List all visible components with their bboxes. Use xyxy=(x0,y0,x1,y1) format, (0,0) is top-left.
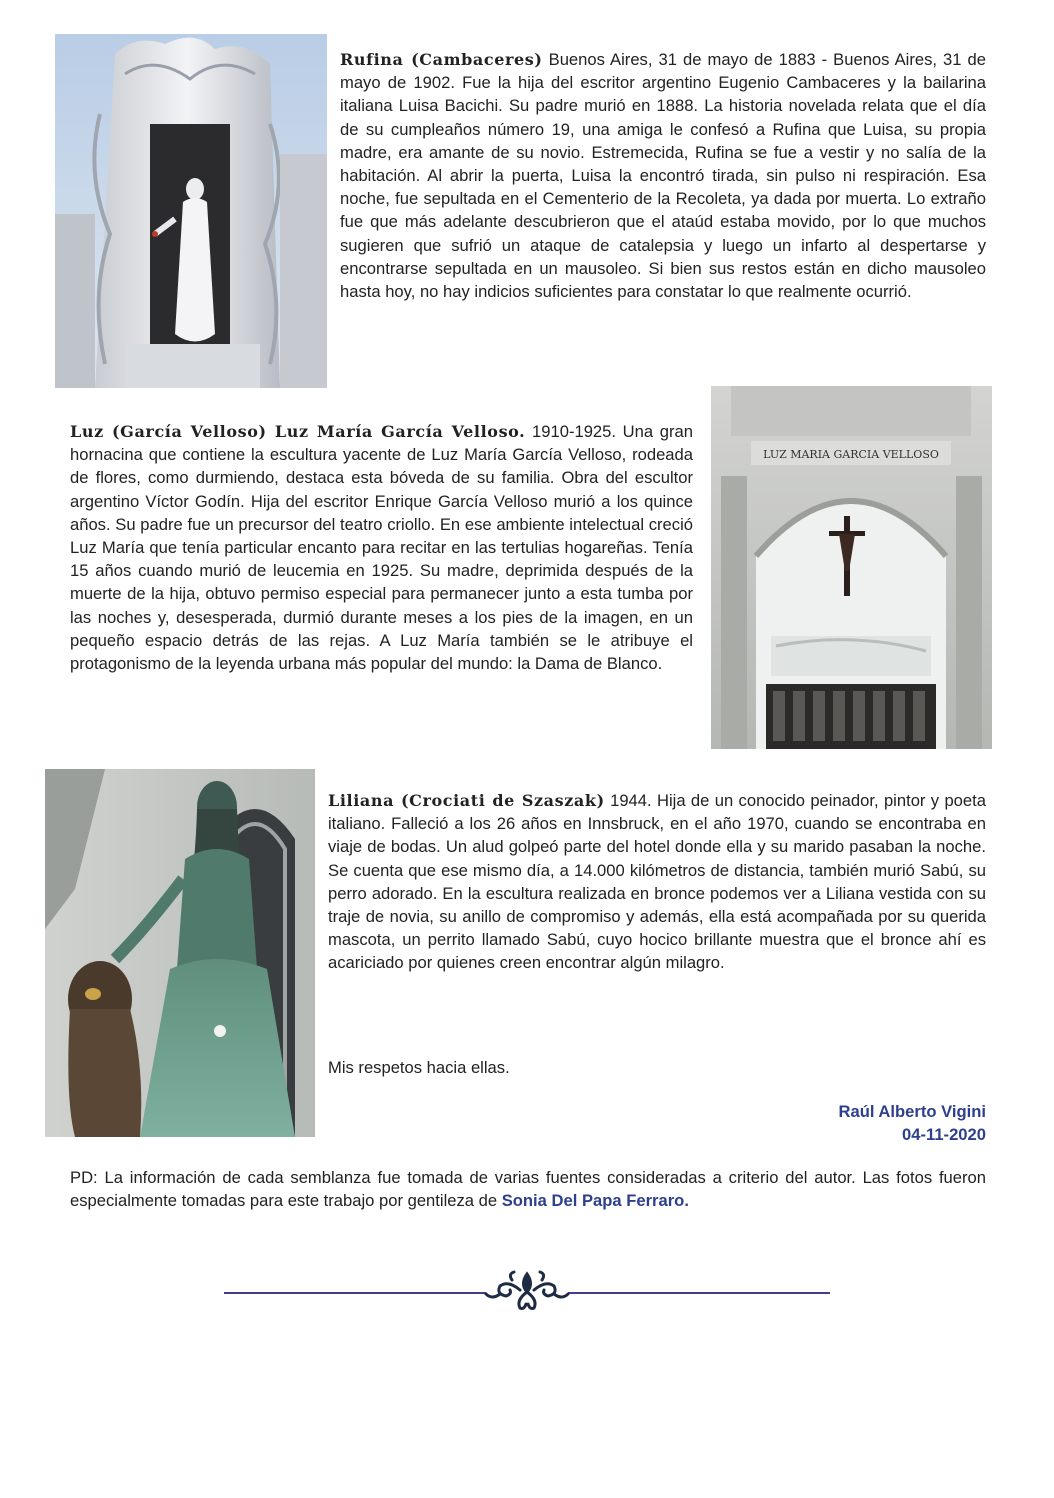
rufina-mausoleum-photo xyxy=(55,34,327,388)
signature-block xyxy=(838,1100,986,1146)
liliana-text: 1944. Hija de un conocido peinador, pintor y poeta italiano. Falleció a los 26 años en Innsbruck, en el año 1970, cuando se encontraba en viaje de bodas. Un alud golpeó parte del hotel donde ella y su marido pasaban la noche. Se cuenta que ese mismo día, a 14.000 kilómetros de distancia, también murió Sabú, su perro adorado. En la escultura realizada en bronce podemos ver a Liliana vestida con su traje de novia, su anillo de compromiso y además, ella está acompañada por su querida mascota, un perrito llamado Sabú, cuyo hocico brillante muestra que el bronce ahí es acariciado por quienes creen encontrar algún milagro. xyxy=(328,791,986,973)
photo-credit: Sonia Del Papa Ferraro. xyxy=(501,1191,689,1211)
luz-text: 1910-1925. Una gran hornacina que contiene la escultura yacente de Luz María García Velloso, rodeada de flores, como durmiendo, destaca esta bóveda de su familia. Obra del escultor argentino Víctor Godín. Hija del escritor Enrique García Velloso murió a los quince años. Su padre fue un precursor del teatro criollo. En ese ambiente intelectual creció Luz María que tenía particular encanto para recitar en las tertulias hogareñas. Tenía 15 años cuando murió de leucemia en 1925. Su madre, deprimida después de la muerte de la hija, obtuvo permiso especial para permanecer junto a esta tumba por las noches y, desesperada, durmió durante meses a los pies de la imagen, en un pequeño espacio detrás de las rejas. A Luz María también se le atribuye el protagonismo de la leyenda urbana más popular del mundo: la Dama de Blanco. xyxy=(70,422,694,674)
closing-remark: Mis respetos hacia ellas. xyxy=(328,1058,510,1077)
rufina-text: Buenos Aires, 31 de mayo de 1883 - Buenos Aires, 31 de mayo de 1902. Fue la hija del escritor argentino Eugenio Cambaceres y la bailarina italiana Luisa Bacichi. Su padre murió en 1888. La historia novelada relata que el día de su cumpleaños número 19, una amiga le confesó a Rufina que Luisa, su propia madre, era amante de su novio. Estremecida, Rufina se fue a vestir y no salía de la habitación. Al abrir la puerta, Luisa la encontró tirada, sin pulso ni respiración. Esa noche, fue sepultada en el Cementerio de la Recoleta, ya dada por muerta. Lo extraño fue que más adelante descubrieron que el ataúd estaba movido, por lo que muchos sugieren que sufrió un ataque de catalepsia y luego un infarto al despertarse y encontrarse sepultada en un mausoleo. Si bien sus restos están en dicho mausoleo hasta hoy, no hay indicios suficientes para constatar lo que realmente ocurrió. xyxy=(340,50,987,302)
liliana-paragraph xyxy=(328,789,986,975)
author-name: Raúl Alberto Vigini xyxy=(838,1102,986,1121)
liliana-name: Liliana (Crociati de Szaszak) xyxy=(328,791,605,810)
ornament-divider xyxy=(224,1270,830,1314)
luz-vault-photo xyxy=(711,386,992,749)
liliana-statue-photo xyxy=(45,769,315,1137)
rufina-paragraph xyxy=(340,48,986,303)
rufina-name: Rufina (Cambaceres) xyxy=(340,50,543,69)
postscript-text: PD: La información de cada semblanza fue tomada de varias fuentes consideradas a criterio del autor. Las fotos fueron especialmente tomadas para este trabajo por gentileza de xyxy=(70,1168,986,1211)
vault-inscription: LUZ MARIA GARCIA VELLOSO xyxy=(763,448,939,461)
ornament-flourish-icon xyxy=(224,1270,830,1314)
postscript xyxy=(70,1166,986,1212)
signature-date: 04-11-2020 xyxy=(902,1125,986,1144)
luz-name: Luz (García Velloso) Luz María García Velloso. xyxy=(70,422,526,441)
luz-paragraph xyxy=(70,420,693,675)
